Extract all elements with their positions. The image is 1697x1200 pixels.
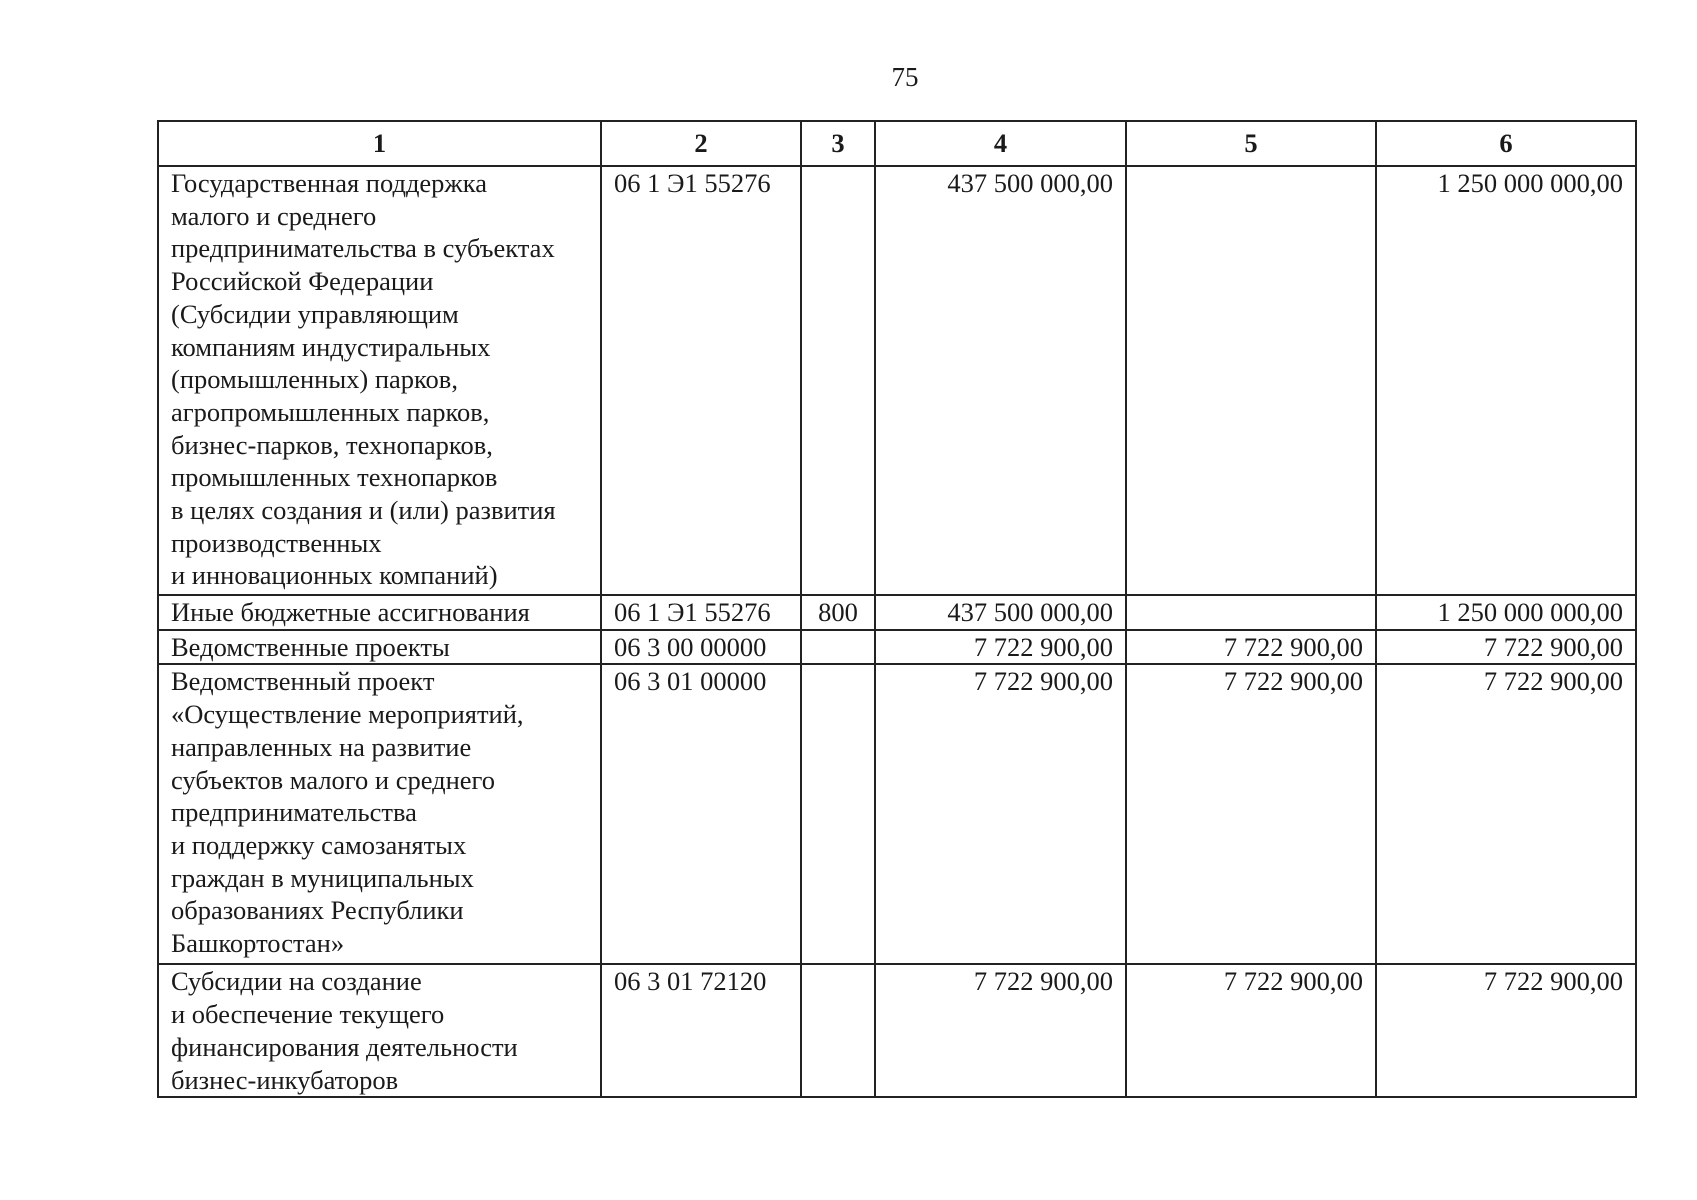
- row-code: 06 3 01 72120: [601, 964, 801, 1097]
- row-name: Ведомственные проекты: [158, 630, 601, 665]
- row-amount-col5: 7 722 900,00: [1126, 964, 1376, 1097]
- row-expense-type: [801, 664, 875, 964]
- table-row: [158, 964, 1636, 1097]
- row-amount-col6: 1 250 000 000,00: [1376, 166, 1636, 595]
- table-row: [158, 166, 1636, 595]
- row-code: 06 1 Э1 55276: [601, 166, 801, 595]
- row-amount-col4: 7 722 900,00: [875, 964, 1126, 1097]
- table-row: [158, 595, 1636, 630]
- row-amount-col4: 7 722 900,00: [875, 664, 1126, 964]
- row-expense-type: 800: [801, 595, 875, 630]
- row-amount-col6: 7 722 900,00: [1376, 630, 1636, 665]
- row-code: 06 1 Э1 55276: [601, 595, 801, 630]
- header-col-6: 6: [1376, 121, 1636, 166]
- header-col-1: 1: [158, 121, 601, 166]
- row-amount-col5: 7 722 900,00: [1126, 630, 1376, 665]
- row-amount-col4: 437 500 000,00: [875, 595, 1126, 630]
- row-name: Государственная поддержка малого и среднего предпринимательства в субъектах Российской Федерации (Субсидии управляющим компаниям индустиральных (промышленных) парков, агропромышленных парков, бизнес-парков, технопарков, промышленных технопарков в целях создания и (или) развития производственных и инновационных компаний): [158, 166, 601, 595]
- row-amount-col4: 7 722 900,00: [875, 630, 1126, 665]
- row-code: 06 3 00 00000: [601, 630, 801, 665]
- row-name: Субсидии на создание и обеспечение текущего финансирования деятельности бизнес-инкубаторов: [158, 964, 601, 1097]
- row-expense-type: [801, 964, 875, 1097]
- table-header-row: [158, 121, 1636, 166]
- row-amount-col5: [1126, 595, 1376, 630]
- table-row: [158, 630, 1636, 665]
- row-amount-col5: [1126, 166, 1376, 595]
- row-amount-col6: 1 250 000 000,00: [1376, 595, 1636, 630]
- table-row: [158, 664, 1636, 964]
- row-amount-col6: 7 722 900,00: [1376, 664, 1636, 964]
- row-name: Иные бюджетные ассигнования: [158, 595, 601, 630]
- row-expense-type: [801, 630, 875, 665]
- row-name: Ведомственный проект «Осуществление мероприятий, направленных на развитие субъектов малого и среднего предпринимательства и поддержку самозанятых граждан в муниципальных образованиях Республики Башкортостан»: [158, 664, 601, 964]
- row-amount-col5: 7 722 900,00: [1126, 664, 1376, 964]
- row-expense-type: [801, 166, 875, 595]
- header-col-4: 4: [875, 121, 1126, 166]
- row-amount-col6: 7 722 900,00: [1376, 964, 1636, 1097]
- page-number: 75: [891, 62, 919, 92]
- header-col-5: 5: [1126, 121, 1376, 166]
- row-code: 06 3 01 00000: [601, 664, 801, 964]
- header-col-3: 3: [801, 121, 875, 166]
- row-amount-col4: 437 500 000,00: [875, 166, 1126, 595]
- budget-table: [157, 120, 1637, 1098]
- header-col-2: 2: [601, 121, 801, 166]
